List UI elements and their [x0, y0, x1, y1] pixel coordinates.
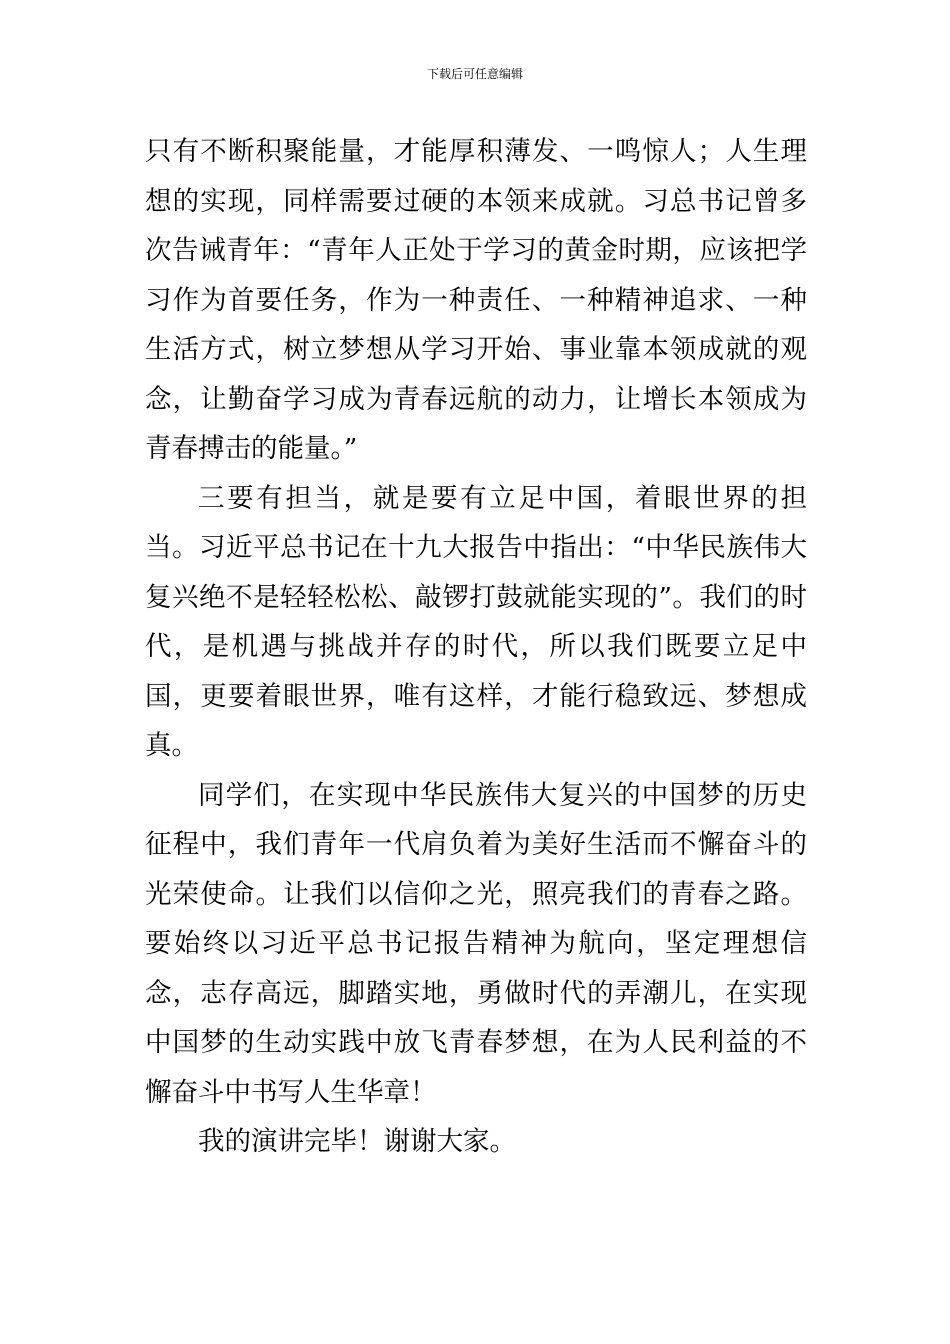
paragraph-learning: 只有不断积聚能量，才能厚积薄发、一鸣惊人；人生理想的实现，同样需要过硬的本领来成就。习总书记曾多次告诫青年：“青年人正处于学习的黄金时期，应该把学习作为首要任务，作为一种责任、一种精神追求、一种生活方式，树立梦想从学习开始、事业靠本领成就的观念，让勤奋学习成为青春远航的动力，让增长本领成为青春搏击的能量。”	[145, 136, 807, 464]
header-note: 下载后可任意编辑	[426, 67, 523, 81]
paragraph-responsibility: 三要有担当，就是要有立足中国，着眼世界的担当。习近平总书记在十九大报告中指出：“中华民族伟大复兴绝不是轻轻松松、敲锣打鼓就能实现的”。我们的时代，是机遇与挑战并存的时代，所以我们既要立足中国，更要着眼世界，唯有这样，才能行稳致远、梦想成真。	[145, 482, 807, 761]
paragraph-closing: 我的演讲完毕！谢谢大家。	[198, 1126, 516, 1157]
paragraph-mission: 同学们，在实现中华民族伟大复兴的中国梦的历史征程中，我们青年一代肩负着为美好生活而不懈奋斗的光荣使命。让我们以信仰之光，照亮我们的青春之路。要始终以习近平总书记报告精神为航向，坚定理想信念，志存高远，脚踏实地，勇做时代的弄潮儿，在实现中国梦的生动实践中放飞青春梦想，在为人民利益的不懈奋斗中书写人生华章！	[145, 779, 807, 1108]
body-text	[145, 127, 807, 1167]
